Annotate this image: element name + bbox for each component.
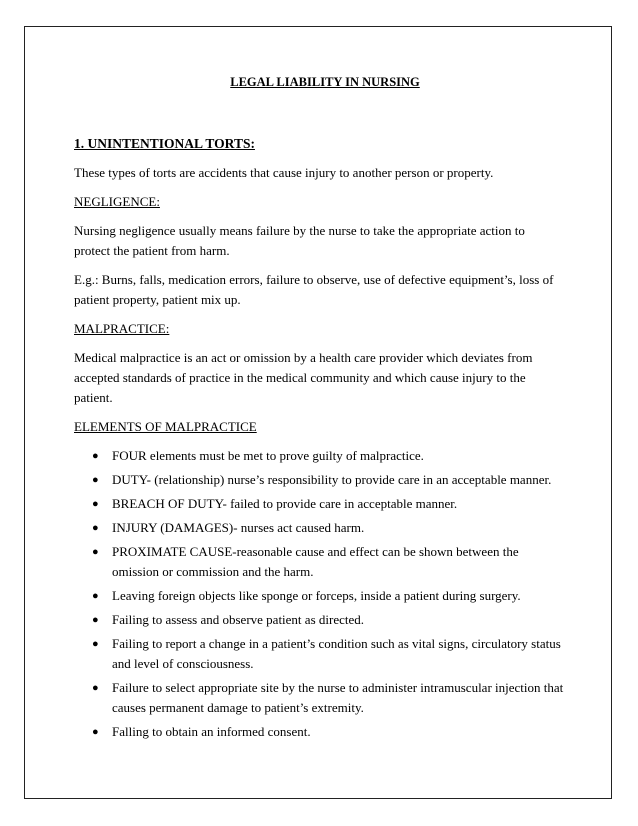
- bullet-icon: ●: [92, 450, 99, 462]
- bullet-icon: ●: [92, 682, 99, 694]
- list-item: [74, 722, 564, 742]
- list-item: [74, 610, 564, 630]
- bullet-icon: ●: [92, 614, 99, 626]
- bullet-icon: ●: [92, 638, 99, 650]
- list-item: [74, 634, 564, 674]
- elements-list: [74, 446, 564, 742]
- negligence-examples: E.g.: Burns, falls, medication errors, failure to observe, use of defective equipment’s, loss of patient property, patient mix up.: [74, 272, 554, 307]
- list-item-text: FOUR elements must be met to prove guilty of malpractice.: [112, 448, 424, 463]
- negligence-heading: NEGLIGENCE:: [74, 194, 160, 209]
- list-item: [74, 446, 564, 466]
- list-item-text: Failing to report a change in a patient’s condition such as vital signs, circulatory status and level of consciousness.: [112, 636, 561, 671]
- list-item-text: PROXIMATE CAUSE-reasonable cause and effect can be shown between the omission or commission and the harm.: [112, 544, 519, 579]
- bullet-icon: ●: [92, 546, 99, 558]
- list-item-text: Failing to assess and observe patient as directed.: [112, 612, 364, 627]
- malpractice-heading: MALPRACTICE:: [74, 321, 170, 336]
- list-item: [74, 518, 564, 538]
- bullet-icon: ●: [92, 498, 99, 510]
- bullet-icon: ●: [92, 726, 99, 738]
- list-item-text: Failure to select appropriate site by the nurse to administer intramuscular injection that causes permanent damage to patient’s extremity.: [112, 680, 564, 715]
- intro-paragraph: These types of torts are accidents that cause injury to another person or property.: [74, 165, 494, 180]
- document-title: LEGAL LIABILITY IN NURSING: [230, 75, 420, 89]
- list-item-text: Falling to obtain an informed consent.: [112, 724, 311, 739]
- negligence-definition: Nursing negligence usually means failure by the nurse to take the appropriate action to protect the patient from harm.: [74, 223, 525, 258]
- list-item-text: BREACH OF DUTY- failed to provide care in acceptable manner.: [112, 496, 458, 511]
- list-item: [74, 470, 564, 490]
- list-item: [74, 494, 564, 514]
- list-item: [74, 678, 564, 718]
- list-item: [74, 542, 564, 582]
- list-item-text: Leaving foreign objects like sponge or forceps, inside a patient during surgery.: [112, 588, 521, 603]
- malpractice-definition: Medical malpractice is an act or omission by a health care provider which deviates from accepted standards of practice in the medical community and which cause injury to the patient.: [74, 350, 533, 405]
- list-item-text: DUTY- (relationship) nurse’s responsibility to provide care in an acceptable manner.: [112, 472, 552, 487]
- list-item: [74, 586, 564, 606]
- bullet-icon: ●: [92, 522, 99, 534]
- bullet-icon: ●: [92, 474, 99, 486]
- elements-heading: ELEMENTS OF MALPRACTICE: [74, 419, 257, 434]
- section-heading-unintentional-torts: 1. UNINTENTIONAL TORTS:: [74, 136, 255, 151]
- bullet-icon: ●: [92, 590, 99, 602]
- list-item-text: INJURY (DAMAGES)- nurses act caused harm.: [112, 520, 365, 535]
- document-body: [74, 72, 564, 746]
